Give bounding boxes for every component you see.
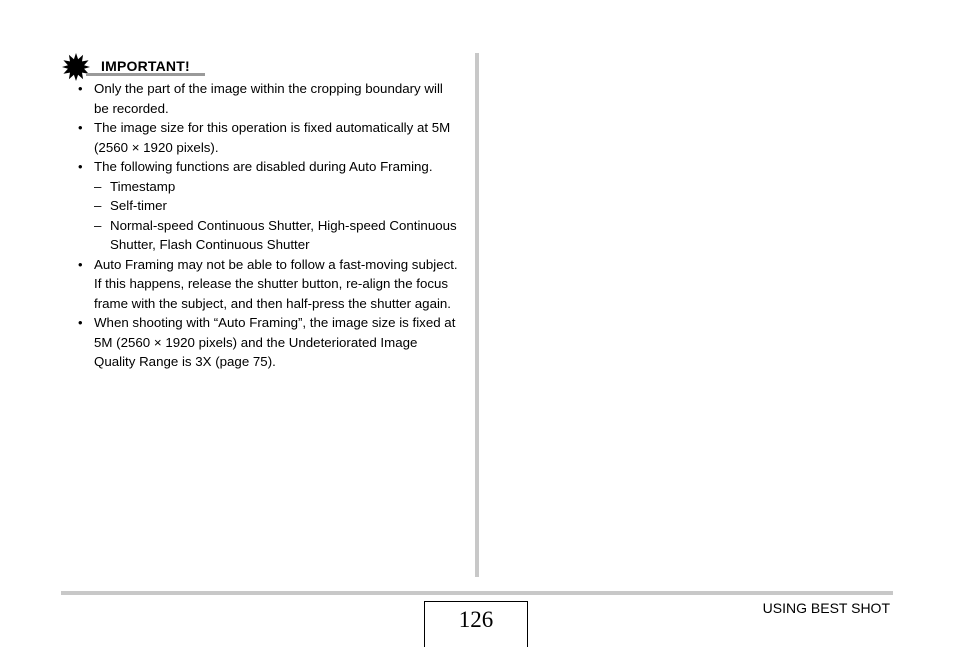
footer-rule (61, 591, 893, 595)
important-title: IMPORTANT! (101, 58, 190, 74)
column-divider (475, 53, 479, 577)
page-number-box (424, 601, 528, 647)
sub-list-item: – Normal-speed Continuous Shutter, High-speed Continuous Shutter, Flash Continuous Shutter (78, 216, 458, 255)
sub-list-item: – Timestamp (78, 177, 458, 197)
important-list (78, 79, 458, 372)
starburst-icon (62, 53, 90, 81)
list-item: • Only the part of the image within the cropping boundary will be recorded. (78, 79, 458, 118)
list-item: • The image size for this operation is fixed automatically at 5M (2560 × 1920 pixels). (78, 118, 458, 157)
list-item: • The following functions are disabled during Auto Framing. (78, 157, 458, 177)
sub-list-item: – Self-timer (78, 196, 458, 216)
page-number: 126 (458, 607, 494, 632)
list-item: • Auto Framing may not be able to follow a fast-moving subject. If this happens, release the shutter button, re-align the focus frame with the subject, and then half-press the shutter again. (78, 255, 458, 314)
section-title: USING BEST SHOT (762, 600, 890, 616)
list-item: • When shooting with “Auto Framing”, the image size is fixed at 5M (2560 × 1920 pixels) and the Undeteriorated Image Quality Range is 3X (page 75). (78, 313, 458, 372)
